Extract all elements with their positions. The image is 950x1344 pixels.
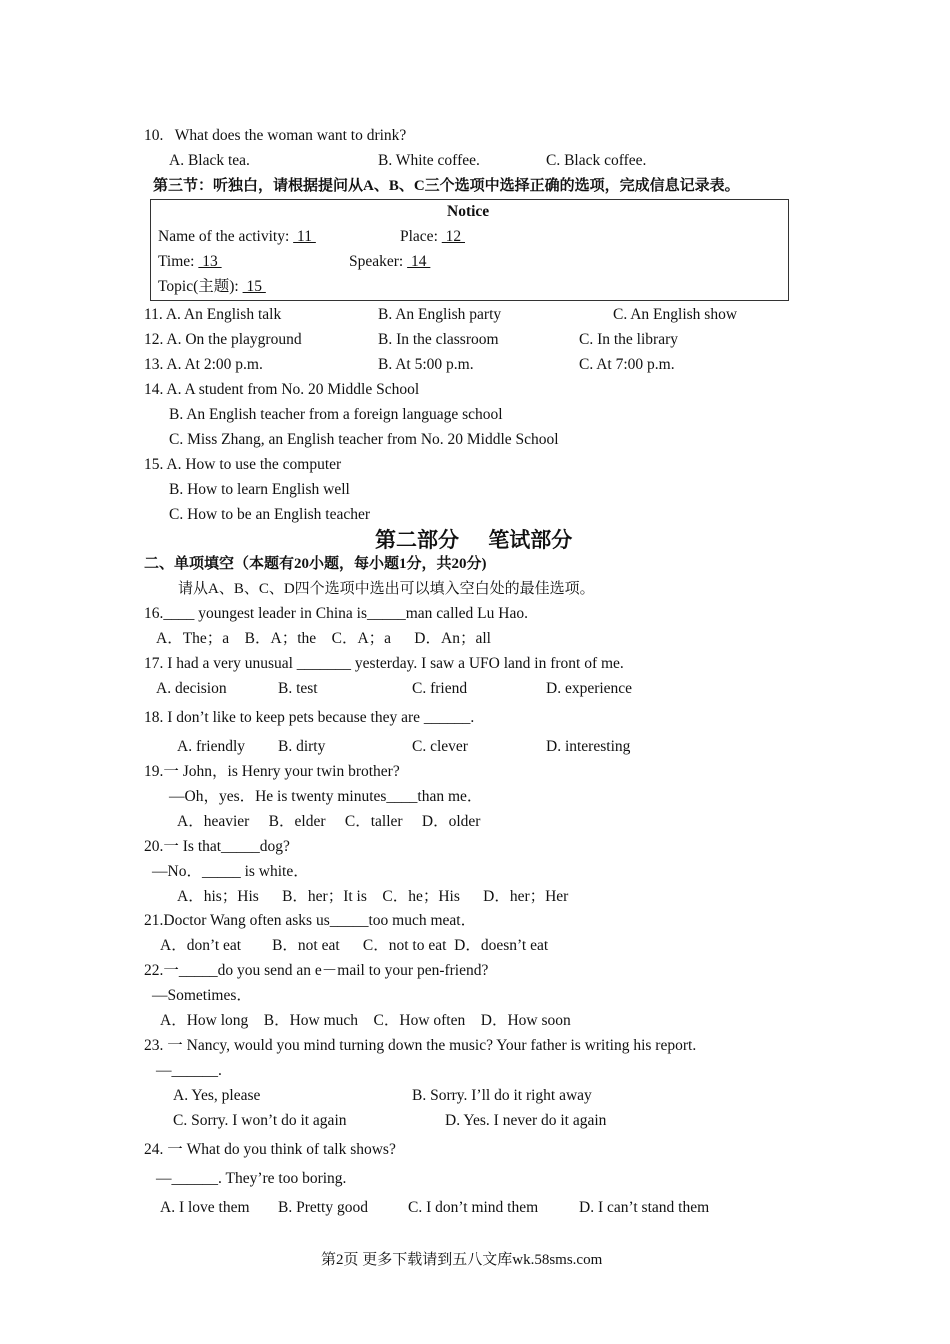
section3-heading: 第三节：听独白，请根据提问从A、B、C三个选项中选择正确的选项，完成信息记录表。 (153, 178, 740, 194)
q24-stem: 24. 一 What do you think of talk shows? (144, 1141, 396, 1158)
q20-stem: 20.一 Is that_____dog? (144, 838, 290, 855)
notice-time-row (158, 252, 222, 272)
notice-topic-label: Topic(主题): (158, 278, 243, 295)
section2-instruction: 请从A、B、C、D四个选项中选出可以填入空白处的最佳选项。 (178, 581, 595, 597)
q11-option-a: 11. A. An English talk (144, 306, 282, 323)
notice-topic-blank: 15 (242, 278, 266, 295)
q11-option-b: B. An English party (378, 306, 502, 323)
q19-reply: —Oh，yes．He is twenty minutes____than me． (169, 788, 483, 805)
q17-option-a: A. decision (156, 680, 227, 697)
q22-stem: 22.一_____do you send an e－mail to your pen-friend? (144, 962, 489, 979)
q23-stem: 23. 一 Nancy, would you mind turning down the music? Your father is writing his report. (144, 1037, 697, 1054)
q13-option-b: B. At 5:00 p.m. (378, 356, 474, 373)
page-footer: 第2页 更多下载请到五八文库wk.58sms.com (321, 1252, 603, 1268)
q24-option-d: D. I can’t stand them (579, 1199, 710, 1216)
q23-option-d: D. Yes. I never do it again (445, 1112, 607, 1129)
q18-option-a: A. friendly (177, 738, 246, 755)
notice-speaker-row (349, 252, 430, 272)
q19-options: A．heavier B．elder C．taller D．older (177, 813, 481, 830)
q14-option-b: B. An English teacher from a foreign language school (169, 406, 503, 423)
q10-option-a: A. Black tea. (169, 152, 250, 169)
q17-option-c: C. friend (412, 680, 468, 697)
q17-option-d: D. experience (546, 680, 633, 697)
q24-option-b: B. Pretty good (278, 1199, 368, 1216)
q23-option-b: B. Sorry. I’ll do it right away (412, 1087, 592, 1104)
q13-option-a: 13. A. At 2:00 p.m. (144, 356, 263, 373)
q15-option-c: C. How to be an English teacher (169, 506, 371, 523)
q16-stem: 16.____ youngest leader in China is_____man called Lu Hao. (144, 605, 528, 622)
q10-option-b: B. White coffee. (378, 152, 480, 169)
q19-stem: 19.一 John，is Henry your twin brother? (144, 763, 400, 780)
q18-option-d: D. interesting (546, 738, 631, 755)
q10-question: 10. What does the woman want to drink? (144, 127, 407, 144)
part2-title: 第二部分 笔试部分 (375, 527, 573, 552)
notice-place-blank: 12 (441, 228, 465, 245)
q21-options: A．don’t eat B．not eat C．not to eat D．doesn’t eat (160, 937, 549, 954)
notice-place-row (400, 227, 465, 247)
notice-activity-blank: 11 (293, 228, 316, 245)
q23-reply: —______. (156, 1062, 222, 1079)
notice-time-label: Time: (158, 253, 199, 270)
q22-options: A．How long B．How much C．How often D．How soon (160, 1012, 571, 1029)
q12-option-b: B. In the classroom (378, 331, 499, 348)
notice-topic-row (158, 277, 266, 297)
q16-options: A．The；a B．A；the C．A；a D．An；all (156, 630, 491, 647)
q17-option-b: B. test (278, 680, 318, 697)
q12-option-a: 12. A. On the playground (144, 331, 302, 348)
notice-speaker-blank: 14 (407, 253, 431, 270)
q24-option-a: A. I love them (160, 1199, 250, 1216)
q12-option-c: C. In the library (579, 331, 679, 348)
q11-option-c: C. An English show (613, 306, 738, 323)
notice-time-blank: 13 (198, 253, 222, 270)
q14-option-c: C. Miss Zhang, an English teacher from No. 20 Middle School (169, 431, 559, 448)
q23-option-a: A. Yes, please (173, 1087, 261, 1104)
notice-title: Notice (447, 203, 490, 220)
section2-heading: 二、单项填空（本题有20小题，每小题1分，共20分) (144, 556, 487, 572)
q21-stem: 21.Doctor Wang often asks us_____too much meat． (144, 912, 477, 929)
q18-option-c: C. clever (412, 738, 468, 755)
q15-option-b: B. How to learn English well (169, 481, 350, 498)
q23-option-c: C. Sorry. I won’t do it again (173, 1112, 347, 1129)
q20-reply: —No．_____ is white． (152, 863, 309, 880)
q13-option-c: C. At 7:00 p.m. (579, 356, 675, 373)
q14-option-a: 14. A. A student from No. 20 Middle School (144, 381, 420, 398)
notice-place-label: Place: (400, 228, 442, 245)
q24-reply: —______. They’re too boring. (156, 1170, 347, 1187)
q17-stem: 17. I had a very unusual _______ yesterday. I saw a UFO land in front of me. (144, 655, 624, 672)
notice-activity-label: Name of the activity: (158, 228, 294, 245)
q18-option-b: B. dirty (278, 738, 326, 755)
q10-option-c: C. Black coffee. (546, 152, 647, 169)
notice-activity-row (158, 227, 316, 247)
notice-speaker-label: Speaker: (349, 253, 408, 270)
q24-option-c: C. I don’t mind them (408, 1199, 539, 1216)
q18-stem: 18. I don’t like to keep pets because they are ______. (144, 709, 475, 726)
q15-option-a: 15. A. How to use the computer (144, 456, 342, 473)
q22-reply: —Sometimes． (152, 987, 252, 1004)
q20-options: A．his；His B．her；It is C．he；His D．her；Her (177, 888, 569, 905)
